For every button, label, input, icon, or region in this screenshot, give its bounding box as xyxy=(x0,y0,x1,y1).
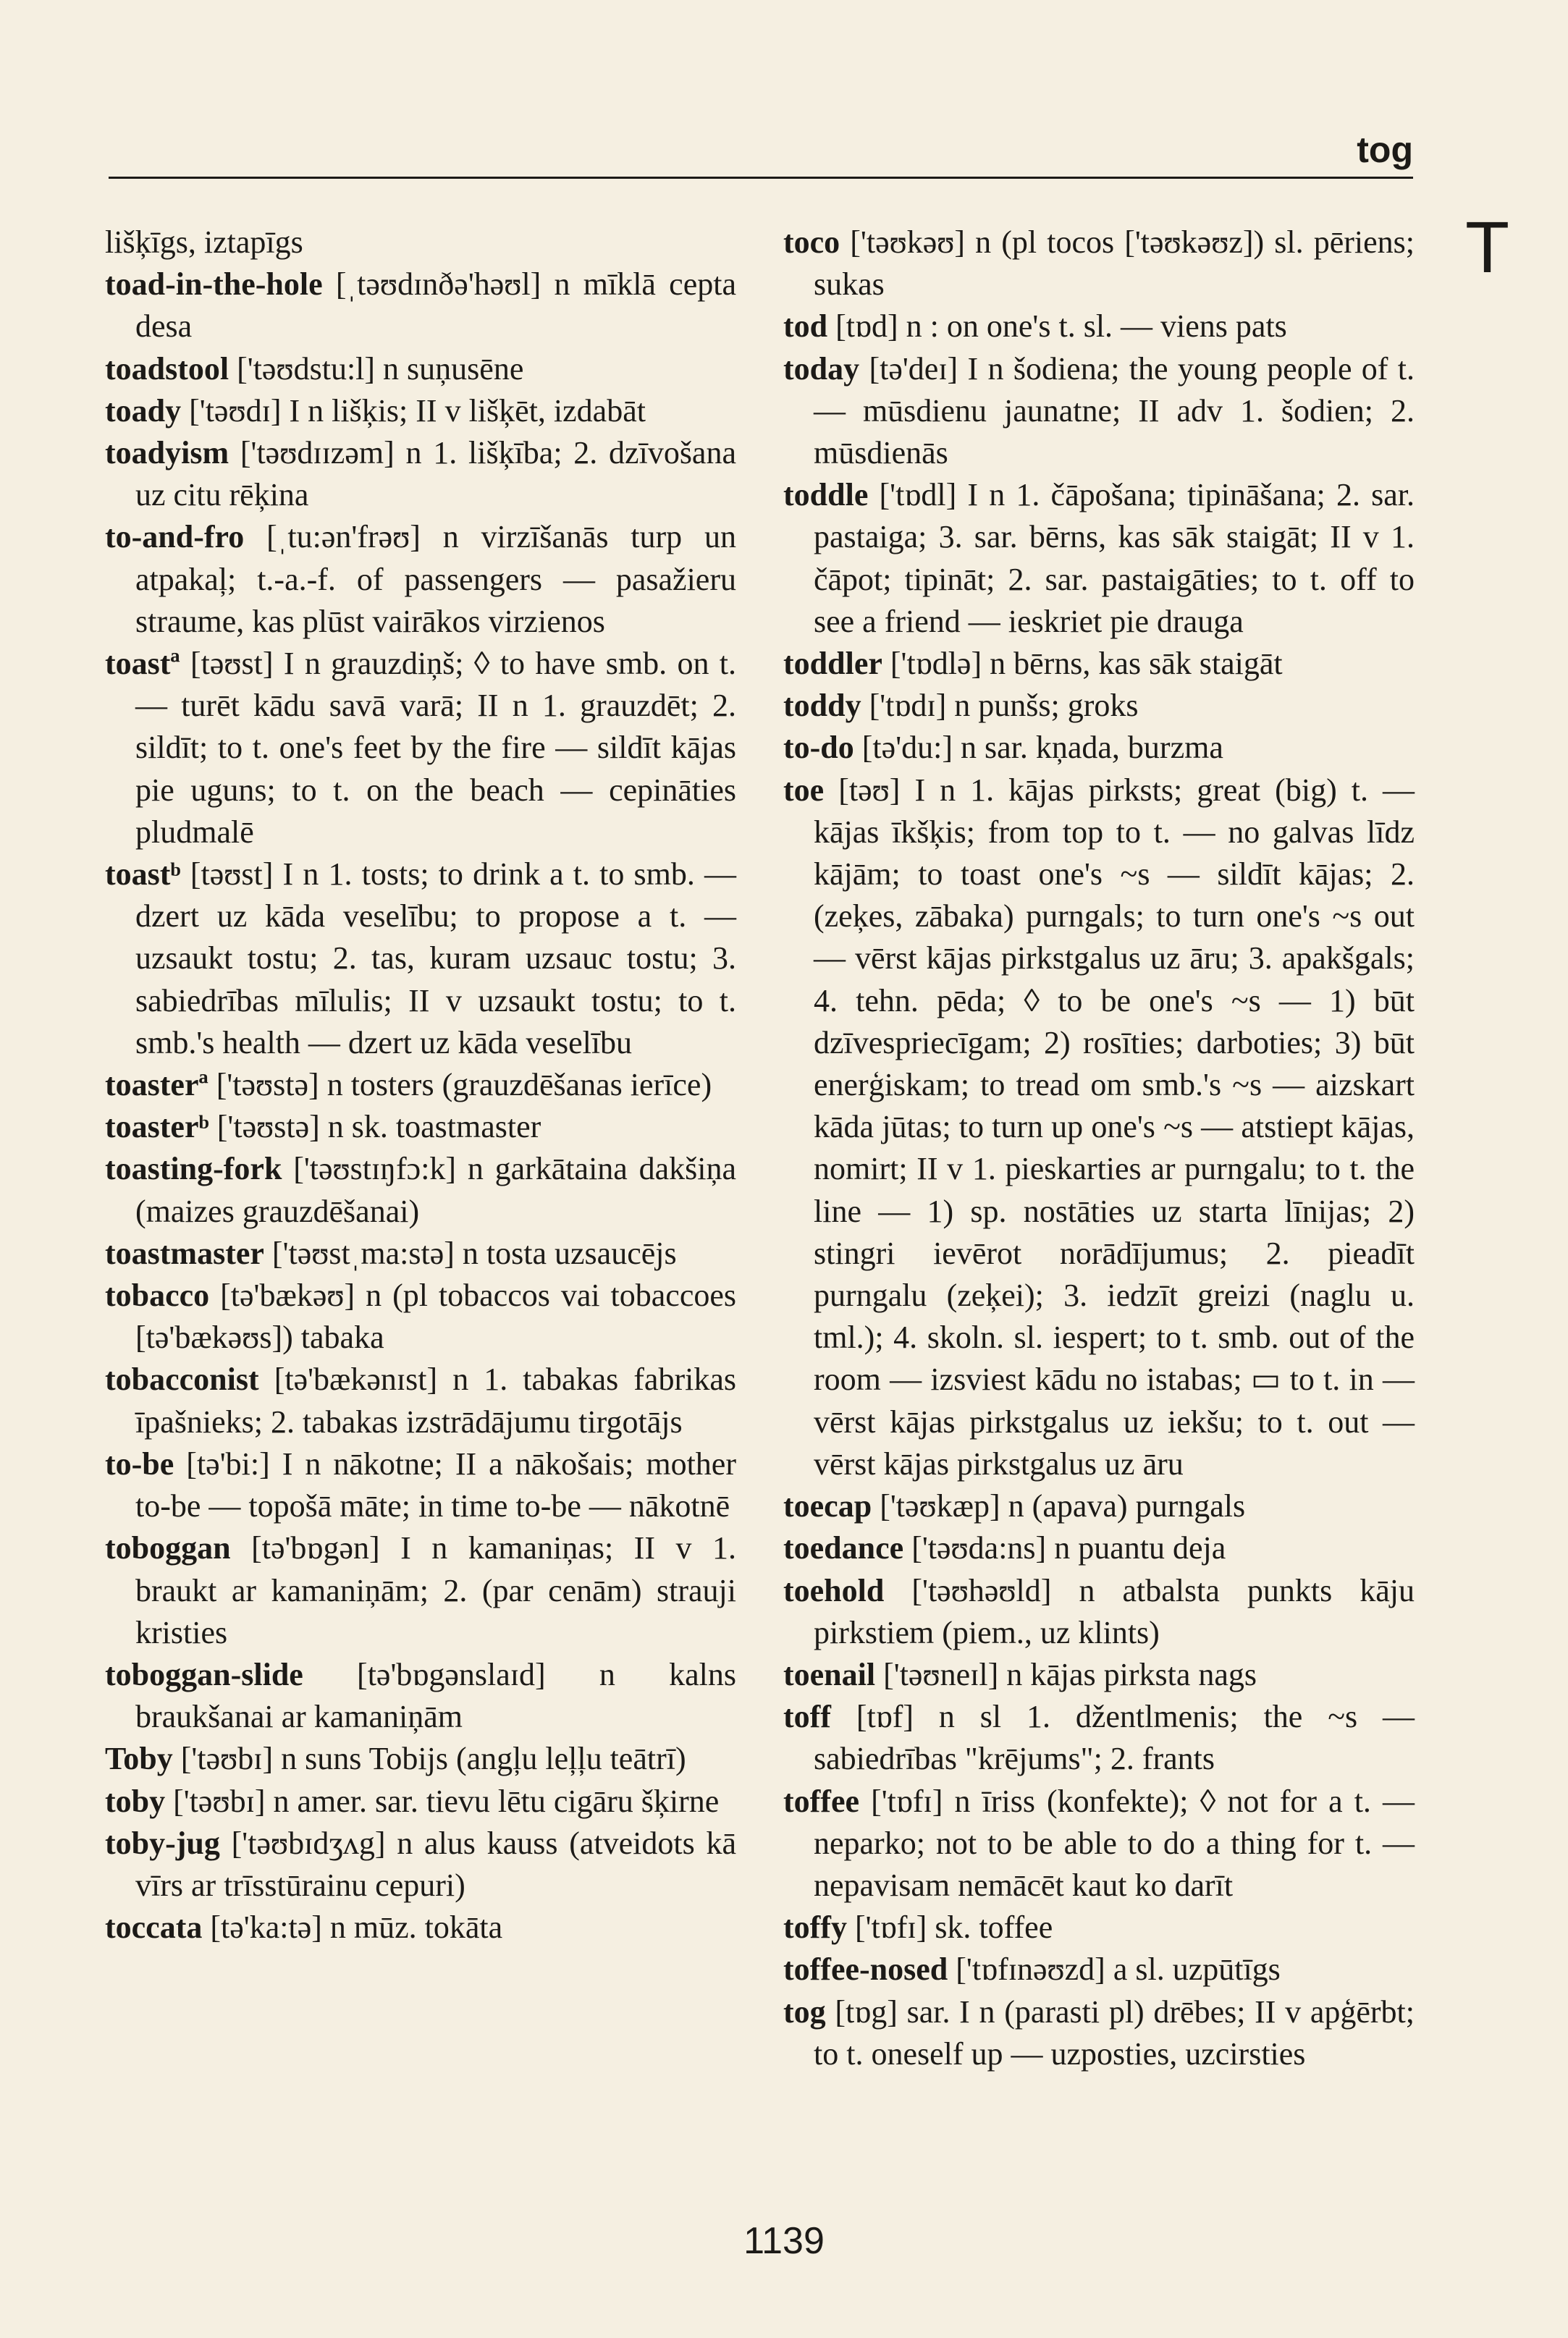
entry-definition: ['təʊbɪ] n amer. sar. tievu lētu cigāru šķirne xyxy=(165,1783,720,1819)
dictionary-entry xyxy=(105,1233,736,1275)
entry-definition: [tə'deɪ] I n šodiena; the young people of t. — mūsdienu jaunatne; II adv 1. šodien; 2. mūsdienās xyxy=(814,350,1415,471)
entry-definition: ['təʊdstu:l] n suņusēne xyxy=(229,350,524,387)
headword: toasterᵇ xyxy=(105,1109,209,1145)
dictionary-entry xyxy=(105,1443,736,1527)
dictionary-entry xyxy=(105,853,736,1064)
dictionary-entry xyxy=(105,1148,736,1232)
entry-definition: [tə'bɒgənslaɪd] n kalns braukšanai ar kamaniņām xyxy=(135,1656,736,1735)
headword: tog xyxy=(783,1993,826,2030)
guide-word: tog xyxy=(1357,130,1413,170)
headword: toady xyxy=(105,392,182,429)
headword: toddy xyxy=(783,688,861,724)
entry-definition: ['təʊkæp] n (apava) purngals xyxy=(872,1488,1246,1524)
dictionary-entry xyxy=(105,1106,736,1148)
headword: toby xyxy=(105,1783,166,1819)
entry-definition: [tə'bi:] I n nākotne; II a nākošais; mother to-be — topošā māte; in time to-be — nākotnē xyxy=(135,1446,736,1524)
entry-definition: [tə'bɒgən] I n kamaniņas; II v 1. braukt ar kamaniņām; 2. (par cenām) strauji kristies xyxy=(135,1530,736,1650)
dictionary-entry xyxy=(783,643,1415,685)
entry-definition: lišķīgs, iztapīgs xyxy=(105,224,303,260)
headword: today xyxy=(783,350,860,387)
headword: toffee-nosed xyxy=(783,1951,948,1988)
entry-definition: ['təʊbɪdʒʌg] n alus kauss (atveidots kā vīrs ar trīsstūrainu cepuri) xyxy=(135,1825,736,1903)
entry-definition: ['təʊdɪɪzəm] n 1. lišķība; 2. dzīvošana uz citu rēķina xyxy=(135,435,736,513)
entry-definition: ['tɒfɪ] sk. toffee xyxy=(846,1909,1053,1946)
entry-definition: [tɒd] n : on one's t. sl. — viens pats xyxy=(827,308,1287,345)
dictionary-entry xyxy=(105,221,736,263)
headword: toffee xyxy=(783,1783,860,1819)
headword: toddler xyxy=(783,646,882,682)
headword: toboggan-slide xyxy=(105,1656,303,1692)
headword: toff xyxy=(783,1699,831,1735)
headword: toadstool xyxy=(105,350,229,387)
headword: tod xyxy=(783,308,828,345)
headword: toboggan xyxy=(105,1530,231,1566)
dictionary-entry xyxy=(783,305,1415,347)
dictionary-entry xyxy=(105,643,736,853)
entry-definition: [tɒg] sar. I n (parasti pl) drēbes; II v apģērbt; to t. oneself up — uzposties, uzcirsties xyxy=(814,1993,1415,2072)
entry-definition: ['təʊkəʊ] n (pl tocos ['təʊkəʊz]) sl. pēriens; sukas xyxy=(814,224,1415,303)
entry-definition: [ˌtəʊdɪnðə'həʊl] n mīklā cepta desa xyxy=(135,266,736,345)
entry-definition: ['təʊhəʊld] n atbalsta punkts kāju pirkstiem (piem., uz klints) xyxy=(814,1572,1415,1650)
entry-definition: ['tɒdlə] n bērns, kas sāk staigāt xyxy=(882,646,1283,682)
dictionary-entry xyxy=(783,1907,1415,1949)
page-number: 1139 xyxy=(743,2220,825,2262)
headword: Toby xyxy=(105,1741,173,1777)
headword: toadyism xyxy=(105,435,229,471)
dictionary-entry xyxy=(783,1654,1415,1696)
entry-definition: [tɒf] n sl 1. džentlmenis; the ~s — sabiedrības "krējums"; 2. frants xyxy=(814,1699,1415,1777)
headword: to-do xyxy=(783,730,854,766)
entry-definition: ['təʊstə] n sk. toastmaster xyxy=(208,1109,541,1145)
headword: toco xyxy=(783,224,840,260)
dictionary-entry xyxy=(783,769,1415,1485)
thumb-index-letter: T xyxy=(1465,207,1510,288)
dictionary-entry xyxy=(783,474,1415,643)
headword: toastmaster xyxy=(105,1235,264,1271)
headword: tobacco xyxy=(105,1278,210,1314)
dictionary-entry xyxy=(783,1781,1415,1907)
dictionary-entry xyxy=(105,1527,736,1654)
dictionary-entry xyxy=(105,516,736,643)
headword: to-and-fro xyxy=(105,519,245,555)
dictionary-entry xyxy=(105,1738,736,1780)
entry-definition: ['təʊda:ns] n puantu deja xyxy=(903,1530,1226,1566)
right-column xyxy=(783,221,1415,2075)
headword: toecap xyxy=(783,1488,872,1524)
headword: toccata xyxy=(105,1909,203,1946)
entry-definition: ['tɒfɪnəʊzd] a sl. uzpūtīgs xyxy=(948,1951,1281,1988)
dictionary-entry xyxy=(783,1527,1415,1569)
entry-definition: ['tɒdɪ] n punšs; groks xyxy=(861,688,1139,724)
entry-definition: ['tɒfɪ] n īriss (konfekte); ◊ not for a t. — neparko; not to be able to do a thing for t. — nepavisam nemācēt kaut ko darīt xyxy=(814,1783,1415,1903)
entry-definition: ['təʊstə] n tosters (grauzdēšanas ierīce) xyxy=(208,1067,712,1103)
entry-definition: ['təʊbɪ] n suns Tobijs (angļu leļļu teātrī) xyxy=(172,1741,686,1777)
dictionary-entry xyxy=(783,685,1415,727)
entry-definition: ['tɒdl] I n 1. čāpošana; tipināšana; 2. sar. pastaiga; 3. sar. bērns, kas sāk staigāt; II v 1. čāpot; tipināt; 2. sar. pastaigāties; to t. off to see a friend — ieskriet pie drauga xyxy=(814,477,1415,639)
entry-definition: ['təʊstɪŋfɔ:k] n garkātaina dakšiņa (maizes grauzdēšanai) xyxy=(135,1151,736,1229)
headword: toastª xyxy=(105,646,180,682)
headword: toasting-fork xyxy=(105,1151,282,1187)
headword: toby-jug xyxy=(105,1825,220,1861)
dictionary-entry xyxy=(783,1485,1415,1527)
entry-definition: [tə'bækənɪst] n 1. tabakas fabrikas īpašnieks; 2. tabakas izstrādājumu tirgotājs xyxy=(135,1362,736,1440)
entry-definition: [təʊst] I n grauzdiņš; ◊ to have smb. on t. — turēt kādu savā varā; II n 1. grauzdēt; 2. sildīt; to t. one's feet by the fire — sildīt kājas pie uguns; to t. on the beach — cepināties pludmalē xyxy=(135,646,736,850)
headword: toffy xyxy=(783,1909,847,1946)
dictionary-entry xyxy=(105,1654,736,1738)
entry-definition: [tə'bækəʊ] n (pl tobaccos vai tobaccoes [tə'bækəʊs]) tabaka xyxy=(135,1278,736,1356)
headword: toastᵇ xyxy=(105,856,181,892)
dictionary-entry xyxy=(783,1570,1415,1654)
entry-definition: ['təʊneɪl] n kājas pirksta nags xyxy=(875,1656,1257,1692)
entry-definition: [ˌtu:ən'frəʊ] n virzīšanās turp un atpakaļ; t.-a.-f. of passengers — pasažieru straume, kas plūst vairākos virzienos xyxy=(135,519,736,639)
dictionary-entry xyxy=(105,1064,736,1106)
dictionary-entry xyxy=(105,1823,736,1907)
headword: toenail xyxy=(783,1656,876,1692)
dictionary-entry xyxy=(105,1781,736,1823)
headword: to-be xyxy=(105,1446,174,1482)
dictionary-entry xyxy=(105,1275,736,1359)
dictionary-entry xyxy=(783,1696,1415,1780)
headword: tobacconist xyxy=(105,1362,259,1398)
dictionary-entry xyxy=(105,1907,736,1949)
dictionary-entry xyxy=(105,432,736,516)
entry-definition: [tə'du:] n sar. kņada, burzma xyxy=(853,730,1223,766)
headword: toasterª xyxy=(105,1067,208,1103)
entry-definition: [tə'ka:tə] n mūz. tokāta xyxy=(202,1909,503,1946)
dictionary-entry xyxy=(783,348,1415,475)
left-column xyxy=(105,221,736,1949)
entry-definition: ['təʊdɪ] I n lišķis; II v lišķēt, izdabāt xyxy=(181,392,646,429)
entry-definition: [təʊst] I n 1. tosts; to drink a t. to smb. — dzert uz kāda veselību; to propose a t. — uzsaukt tostu; 2. tas, kuram uzsauc tostu; 3. sabiedrības mīlulis; II v uzsaukt tostu; to t. smb.'s health — dzert uz kāda veselību xyxy=(135,856,736,1060)
headword: toe xyxy=(783,772,825,808)
headword: toddle xyxy=(783,477,869,513)
dictionary-entry xyxy=(783,221,1415,305)
headword: toehold xyxy=(783,1572,885,1608)
header-rule xyxy=(109,177,1413,179)
dictionary-entry xyxy=(105,348,736,390)
dictionary-entry xyxy=(105,1359,736,1443)
entry-definition: ['təʊstˌma:stə] n tosta uzsaucējs xyxy=(264,1235,677,1271)
dictionary-entry xyxy=(783,1991,1415,2075)
entry-definition: [təʊ] I n 1. kājas pirksts; great (big) t. — kājas īkšķis; from top to t. — no galvas līdz kājām; to toast one's ~s — sildīt kājas; 2. (zeķes, zābaka) purngals; to turn one's ~s out — vērst kājas pirkstgalus uz āru; 3. apakšgals; 4. tehn. pēda; ◊ to be one's ~s — 1) būt dzīvespriecīgam; 2) rosīties; darboties; 3) būt enerģiskam; to tread om smb.'s ~s — aizskart kāda jūtas; to turn up one's ~s — atstiept kājas, nomirt; II v 1. pieskarties ar purngalu; to t. the line — 1) sp. nostāties uz starta līnijas; 2) stingri ievērot norādījumus; 2. pieadīt purngalu (zeķei); 3. iedzīt greizi (naglu u. tml.); 4. skoln. sl. iespert; to t. smb. out of the room — izsviest kādu no istabas; ▭ to t. in — vērst kājas pirkstgalus uz iekšu; to t. out — vērst kājas pirkstgalus uz āru xyxy=(814,772,1415,1482)
headword: toad-in-the-hole xyxy=(105,266,323,303)
headword: toedance xyxy=(783,1530,904,1566)
dictionary-entry xyxy=(105,263,736,347)
dictionary-entry xyxy=(105,390,736,432)
dictionary-entry xyxy=(783,727,1415,769)
dictionary-entry xyxy=(783,1949,1415,1991)
